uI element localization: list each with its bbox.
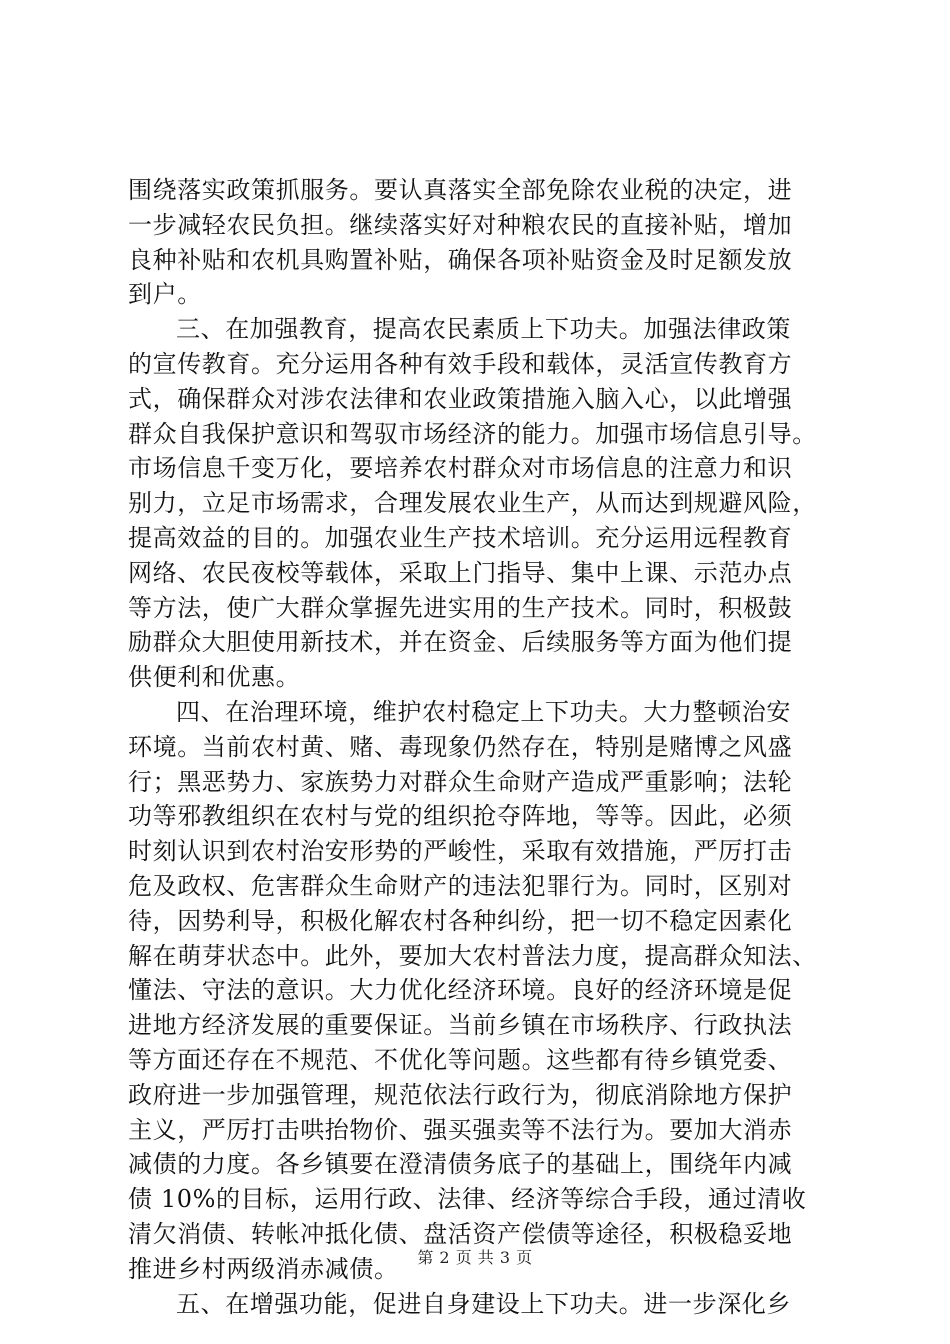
text-line: 债 10%的目标，运用行政、法律、经济等综合手段，通过清收: [128, 1185, 807, 1214]
text-line: 减债的力度。各乡镇要在澄清债务底子的基础上，围绕年内减: [128, 1150, 793, 1179]
section-heading-line: 四、在治理环境，维护农村稳定上下功夫。大力整顿治安: [176, 697, 791, 726]
text-line: 环境。当前农村黄、赌、毒现象仍然存在，特别是赌博之风盛: [128, 732, 793, 761]
text-line: 行；黑恶势力、家族势力对群众生命财产造成严重影响；法轮: [128, 767, 793, 796]
section-heading-line: 三、在加强教育，提高农民素质上下功夫。加强法律政策: [176, 315, 791, 344]
text-line: 危及政权、危害群众生命财产的违法犯罪行为。同时，区别对: [128, 871, 793, 900]
text-line: 提高效益的目的。加强农业生产技术培训。充分运用远程教育: [128, 523, 793, 552]
text-line: 待，因势利导，积极化解农村各种纠纷，把一切不稳定因素化: [128, 906, 793, 935]
text-line: 解在萌芽状态中。此外，要加大农村普法力度，提高群众知法、: [128, 941, 817, 970]
document-body: [128, 173, 828, 1321]
text-line: 推进乡村两级消赤减债。: [128, 1254, 399, 1283]
text-line: 围绕落实政策抓服务。要认真落实全部免除农业税的决定，进: [128, 176, 793, 204]
text-line: 一步减轻农民负担。继续落实好对种粮农民的直接补贴，增加: [128, 210, 793, 239]
text-line: 群众自我保护意识和驾驭市场经济的能力。加强市场信息引导。: [128, 419, 817, 448]
text-line: 等方面还存在不规范、不优化等问题。这些都有待乡镇党委、: [128, 1045, 793, 1074]
text-line: 清欠消债、转帐冲抵化债、盘活资产偿债等途径，积极稳妥地: [128, 1219, 793, 1248]
text-line: 时刻认识到农村治安形势的严峻性，采取有效措施，严厉打击: [128, 837, 793, 866]
text-line: 到户。: [128, 280, 202, 309]
section-heading-line: 五、在增强功能，促进自身建设上下功夫。进一步深化乡: [176, 1289, 791, 1318]
text-line: 主义，严厉打击哄抬物价、强买强卖等不法行为。要加大消赤: [128, 1115, 793, 1144]
text-line: 政府进一步加强管理，规范依法行政行为，彻底消除地方保护: [128, 1080, 793, 1109]
text-line: 供便利和优惠。: [128, 663, 301, 692]
text-line: 懂法、守法的意识。大力优化经济环境。良好的经济环境是促: [128, 976, 793, 1005]
text-line: 的宣传教育。充分运用各种有效手段和载体，灵活宣传教育方: [128, 349, 793, 378]
page-number-footer: 第 2 页 共 3 页: [417, 1248, 533, 1267]
text-line: 式，确保群众对涉农法律和农业政策措施入脑入心，以此增强: [128, 384, 793, 413]
text-line: 良种补贴和农机具购置补贴，确保各项补贴资金及时足额发放: [128, 245, 793, 274]
text-line: 别力，立足市场需求，合理发展农业生产，从而达到规避风险，: [128, 489, 817, 518]
text-line: 进地方经济发展的重要保证。当前乡镇在市场秩序、行政执法: [128, 1011, 793, 1040]
text-line: 励群众大胆使用新技术，并在资金、后续服务等方面为他们提: [128, 628, 793, 657]
text-line: 网络、农民夜校等载体，采取上门指导、集中上课、示范办点: [128, 558, 793, 587]
text-line: 市场信息千变万化，要培养农村群众对市场信息的注意力和识: [128, 454, 793, 483]
text-line: 等方法，使广大群众掌握先进实用的生产技术。同时，积极鼓: [128, 593, 793, 622]
text-line: 功等邪教组织在农村与党的组织抢夺阵地，等等。因此，必须: [128, 802, 793, 831]
